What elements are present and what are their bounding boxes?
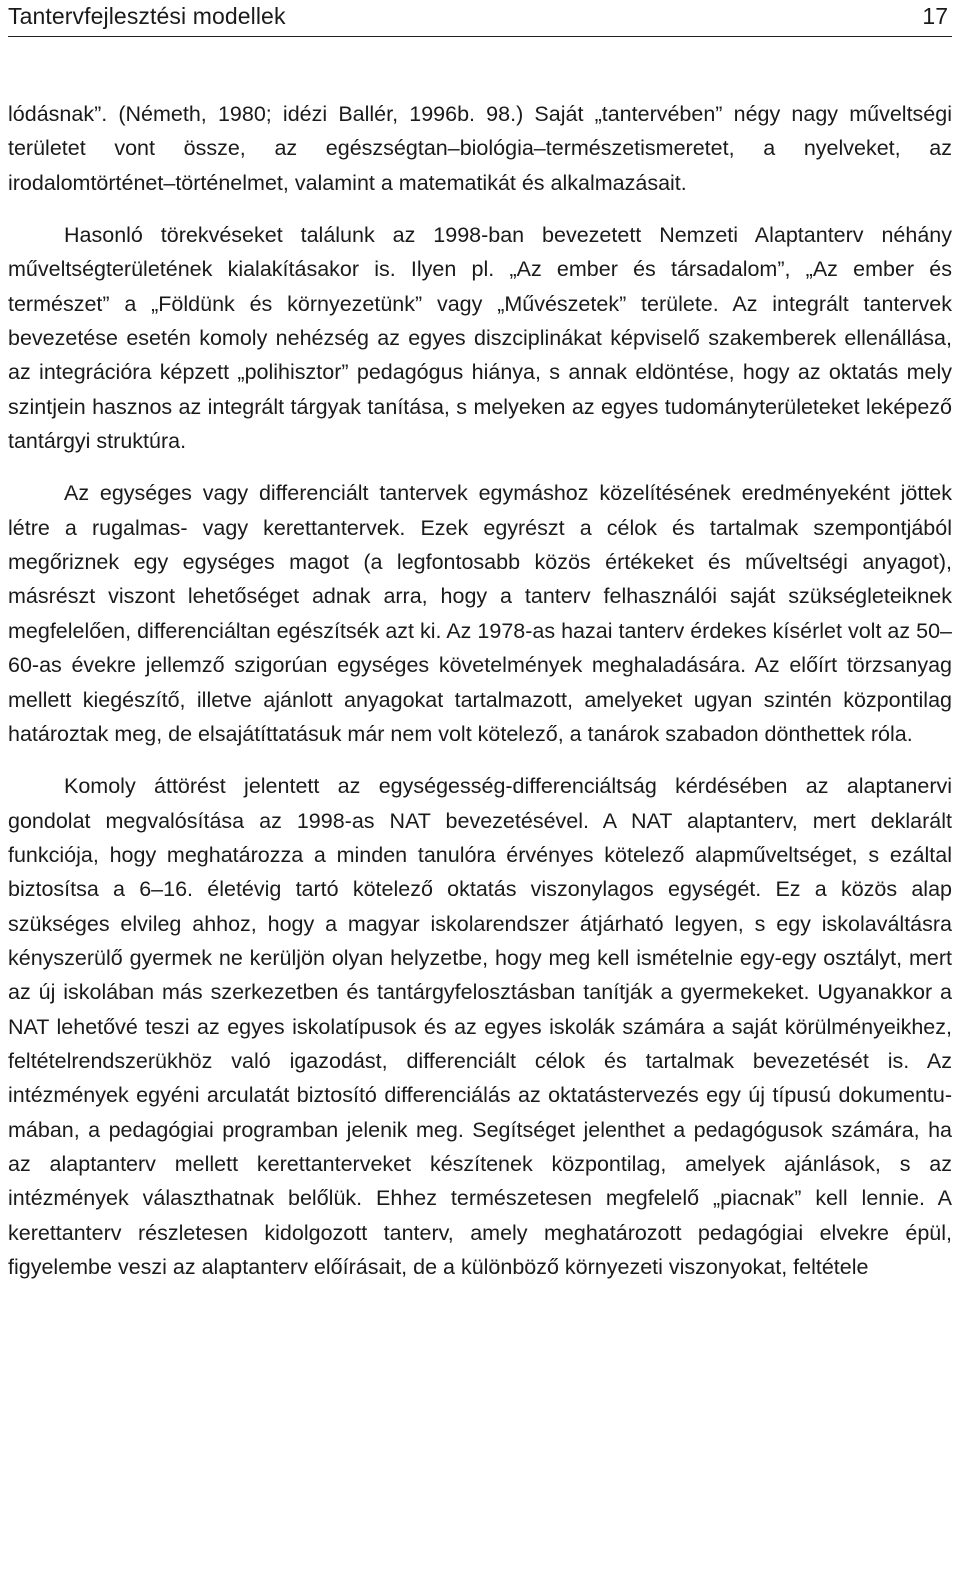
paragraph-nat-breakthrough: Komoly áttörést jelentett az egységesség-differenciáltság kérdésében az alaptanervi gondolat megvalósítása az 1998-as NAT bevezetésével. A NAT alaptanterv, mert deklarált funkciója, hogy meghatározza a minden tanulóra érvényes kötelező alapműveltséget, s ezáltal biztosítsa a 6–16. életévig tartó kötelező oktatás viszonylagos egységét. Ez a közös alap szükséges elvileg ahhoz, hogy a magyar iskolarendszer átjárható legyen, s egy iskolaváltásra kényszerülő gyermek ne kerüljön olyan helyzetbe, hogy meg kell ismételnie egy-egy osztályt, mert az új iskolában más szerkezetben és tantárgyfelosztásban tanítják a gyermekeket. Ugyanakkor a NAT lehetővé teszi az egyes iskolatípusok és az egyes iskolák számára a saját körülményeikhez, feltételrendszerükhöz való igazodást, differenciált célok és tartalmak bevezetését is. Az intézmények egyéni arculatát biztosító differenciálás az oktatástervezés egy új típusú dokumentumában, a pedagógiai programban jelenik meg. Segítséget jelenthet a pedagógusok számára, ha az alaptanterv mellett kerettanterveket készítenek központilag, amelyek ajánlások, s az intézmények választhatnak belőlük. Ehhez természetesen megfelelő „piacnak” kell lennie. A kerettanterv részletesen kidolgozott tanterv, amely meghatározott pedagógiai elvekre épül, figyelembe veszi az alaptanterv előírásait, de a különböző környezeti viszonyokat, feltétele xyxy=(8,774,952,1279)
body-text xyxy=(8,97,952,1284)
paragraph-continuation: lódásnak”. (Németh, 1980; idézi Ballér, 1996b. 98.) Saját „tantervében” négy nagy műveltségi területet vont össze, az egészségtan–biológia–természetismeretet, a nyelveket, az irodalomtörténet–történelmet, valamint a matematikát és alkalmazásait. xyxy=(8,102,952,195)
page-number: 17 xyxy=(922,3,948,29)
paragraph-integrated-curricula: Hasonló törekvéseket találunk az 1998-ban bevezetett Nemzeti Alaptanterv néhány műveltségterületének kialakításakor is. Ilyen pl. „Az ember és társadalom”, „Az ember és természet” a „Földünk és környezetünk” vagy „Művészetek” területe. Az integrált tantervek bevezetése esetén komoly nehézség az egyes diszciplinákat képviselő szakemberek ellenállása, az integrációra képzett „polihisztor” pedagógus hiánya, s annak eldöntése, hogy az oktatás mely szintjein hasznos az integrált tárgyak tanítása, s melyeken az egyes tudományterületeket leképező tantárgyi struktúra. xyxy=(8,223,952,454)
running-title: Tantervfejlesztési modellek xyxy=(8,3,286,29)
paragraph-framework-curricula: Az egységes vagy differenciált tantervek egymáshoz közelítésének eredményeként jöttek létre a rugalmas- vagy kerettantervek. Ezek egyrészt a célok és tartalmak szempontjából megőriznek egy egységes magot (a legfontosabb közös értékeket és műveltségi anyagot), másrészt viszont lehetőséget adnak arra, hogy a tanterv felhasználói saját szükségleteiknek megfelelően, differenciáltan egészítsék azt ki. Az 1978-as hazai tanterv érdekes kísérlet volt az 50–60-as évekre jellemző szigorúan egységes követelmények meghaladására. Az előírt törzsanyag mellett kiegészítő, illetve ajánlott anyagokat tartalmazott, amelyeket ugyan szintén központilag határoztak meg, de elsajátíttatásuk már nem volt kötelező, a tanárok szabadon dönthettek róla. xyxy=(8,481,952,746)
page-header xyxy=(8,0,952,37)
